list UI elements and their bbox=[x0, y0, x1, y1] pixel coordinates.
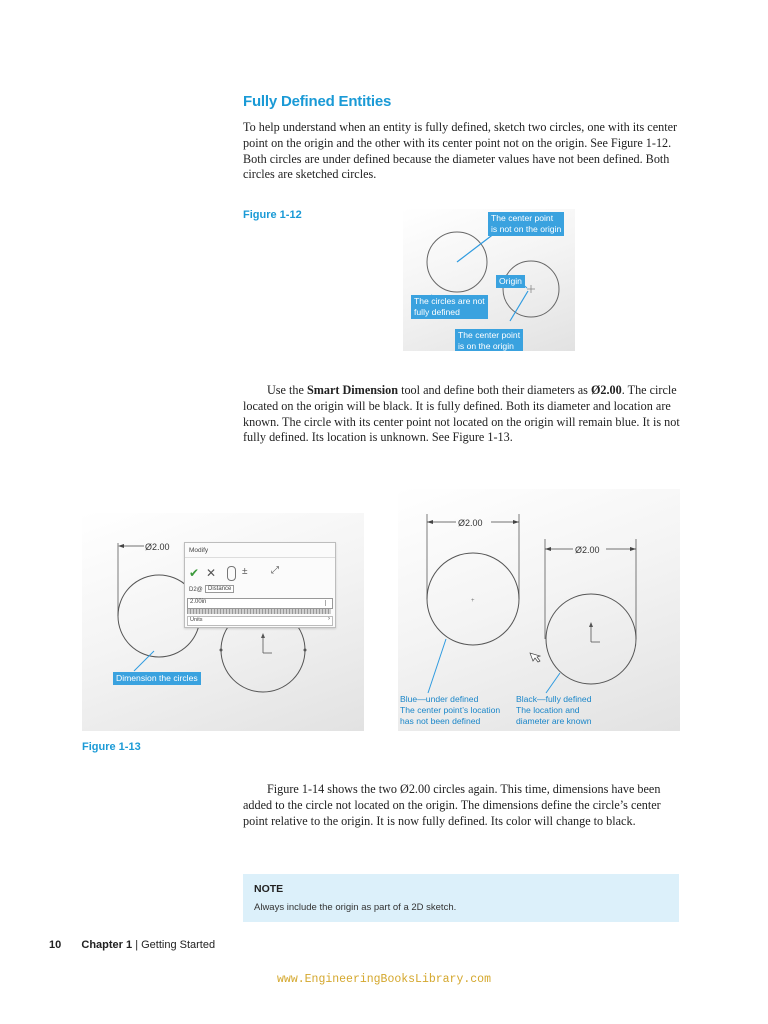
callout-line: The center point bbox=[491, 213, 554, 223]
chapter-label: Chapter 1 bbox=[81, 939, 133, 951]
page-number: 10 bbox=[49, 939, 62, 951]
units-dropdown[interactable] bbox=[187, 616, 333, 626]
callout-center-not-origin bbox=[488, 212, 564, 236]
spin-increment-icon[interactable]: ± bbox=[242, 566, 248, 577]
dim-arrow bbox=[118, 544, 124, 548]
handle-point bbox=[220, 649, 223, 652]
note-text: Always include the origin as part of a 2D sketch. bbox=[254, 902, 457, 913]
units-label: Units bbox=[190, 617, 203, 623]
smart-dimension-term: Smart Dimension bbox=[306, 383, 399, 397]
footer-separator: | bbox=[135, 939, 139, 951]
leader-black bbox=[546, 673, 560, 693]
callout-line: The circles are not bbox=[414, 296, 485, 306]
figure-1-13-right-image bbox=[398, 489, 680, 731]
modify-dialog bbox=[184, 542, 336, 628]
callout-line: is on the origin bbox=[458, 341, 514, 351]
dim-arrow bbox=[513, 520, 519, 524]
callout-line: fully defined bbox=[414, 307, 460, 317]
callout-line: Black—fully defined bbox=[516, 694, 592, 704]
paragraph-smart-dimension bbox=[243, 383, 683, 446]
note-box bbox=[243, 874, 679, 922]
origin-arrow bbox=[589, 622, 593, 627]
callout-line: The center point bbox=[458, 330, 521, 340]
text-run: . The circle located on the origin will be black. It is fully defined. Both its diameter and location are known. The circle with its center point not located on the origin will remain blue. It is not fully defined. Its location is unknown. See Figure 1-13. bbox=[243, 383, 680, 445]
leader-not-origin bbox=[457, 233, 495, 262]
callout-line: Blue—under defined bbox=[400, 694, 479, 704]
mark-dimension-icon[interactable]: ⤢ bbox=[271, 565, 279, 576]
dim-arrow bbox=[630, 547, 636, 551]
page-footer bbox=[49, 939, 215, 951]
callout-dimension-circles: Dimension the circles bbox=[113, 672, 201, 685]
modify-title: Modify bbox=[189, 547, 209, 554]
mouse-cursor-icon bbox=[530, 653, 540, 662]
callout-line: The center point’s location bbox=[400, 705, 501, 715]
figure-1-12-image bbox=[403, 209, 575, 351]
chapter-title: Getting Started bbox=[141, 939, 216, 951]
figure-1-12-label: Figure 1-12 bbox=[243, 209, 302, 221]
thumbwheel-slider[interactable] bbox=[187, 609, 331, 614]
ok-check-icon[interactable]: ✔ bbox=[189, 566, 200, 580]
modify-divider bbox=[185, 557, 335, 558]
dimension-text-right: Ø2.00 bbox=[575, 545, 600, 555]
dimension-text-left: Ø2.00 bbox=[458, 518, 483, 528]
cancel-x-icon[interactable]: ✕ bbox=[206, 566, 217, 580]
callout-blue-under-defined bbox=[400, 694, 500, 727]
callout-line: The location and bbox=[516, 705, 580, 715]
website-watermark: www.EngineeringBooksLibrary.com bbox=[277, 973, 491, 986]
paragraph-intro: To help understand when an entity is fully defined, sketch two circles, one with its center point on the origin and the other with its center point not on the origin. See Figure 1-12. Both circles are under defined because the diameter values have not been defined. Both circles are sketched circles. bbox=[243, 120, 678, 182]
diameter-value: Ø2.00 bbox=[590, 383, 622, 397]
callout-black-fully-defined bbox=[516, 694, 591, 727]
d2-prefix: D2@ bbox=[189, 587, 203, 593]
rebuild-icon[interactable] bbox=[227, 566, 236, 581]
note-title: NOTE bbox=[254, 883, 284, 895]
paragraph-figure-1-14: Figure 1-14 shows the two Ø2.00 circles again. This time, dimensions have been added to the circle not located on the origin. The dimensions define the circle’s center point relative to the origin. It is now fully defined. Its color will change to black. bbox=[243, 782, 661, 828]
origin-arrow bbox=[261, 633, 265, 638]
spin-arrows-icon[interactable] bbox=[325, 600, 331, 606]
callout-not-fully-defined bbox=[411, 295, 488, 319]
callout-line: diameter are known bbox=[516, 716, 592, 726]
value-input[interactable] bbox=[187, 598, 333, 609]
distance-tooltip: Distance bbox=[205, 585, 234, 593]
figure-1-13-left-image bbox=[82, 513, 364, 731]
callout-origin: Origin bbox=[496, 275, 525, 288]
dimension-text: Ø2.00 bbox=[145, 542, 170, 552]
section-heading: Fully Defined Entities bbox=[243, 93, 392, 110]
callout-line: has not been defined bbox=[400, 716, 481, 726]
dim-arrow bbox=[427, 520, 433, 524]
center-mark: + bbox=[471, 598, 475, 604]
dim-arrow bbox=[545, 547, 551, 551]
text-run: tool and define both their diameters as bbox=[398, 383, 591, 397]
handle-point bbox=[304, 649, 307, 652]
value-text: 2.00in bbox=[190, 599, 207, 605]
chevron-right-icon: › bbox=[328, 616, 330, 622]
leader-blue bbox=[428, 639, 446, 693]
text-run: Use the bbox=[267, 383, 307, 397]
callout-line: is not on the origin bbox=[491, 224, 562, 234]
figure-1-13-label: Figure 1-13 bbox=[82, 741, 141, 753]
callout-center-on-origin bbox=[455, 329, 523, 351]
